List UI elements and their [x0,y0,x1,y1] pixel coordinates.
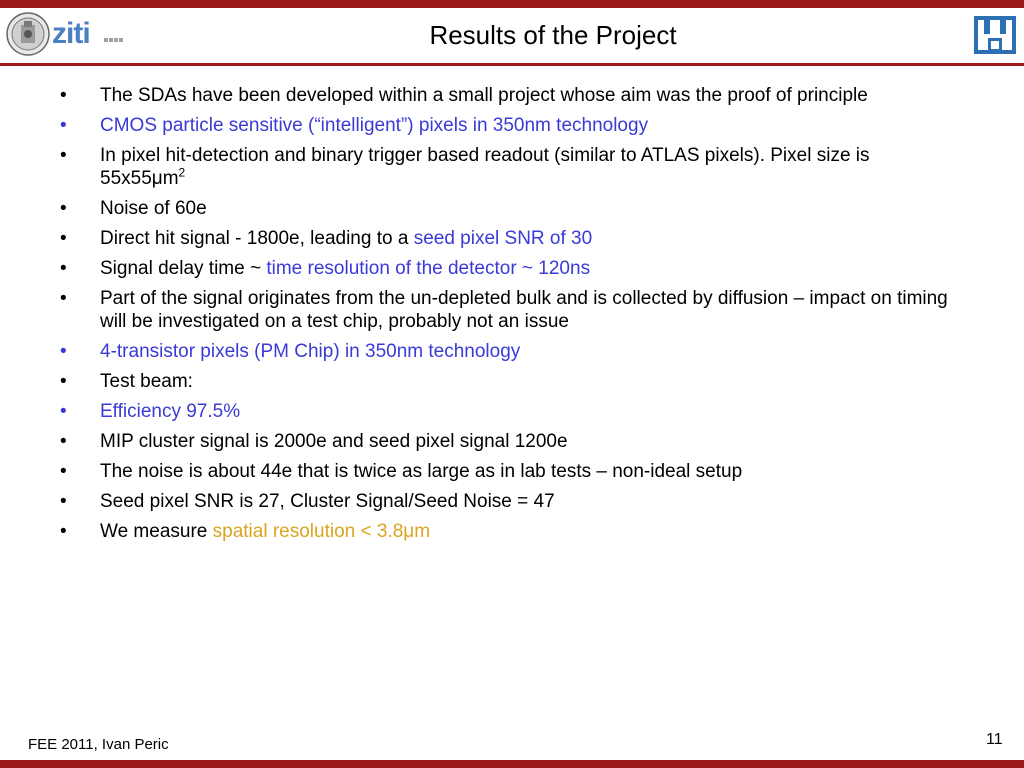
bullet-marker: • [60,228,67,249]
bullet-text-segment: seed pixel SNR of 30 [413,228,593,249]
footer-left-text: FEE 2011, Ivan Peric [28,736,169,753]
bullet-text-segment: The noise is about 44e that is twice as large as in lab tests – non-ideal setup [100,461,743,482]
bullet-text-segment: Noise of 60e [100,198,207,219]
bullet-item [60,340,960,363]
bullet-marker: • [60,491,67,512]
bullet-item [60,400,960,423]
bullet-marker: • [60,431,67,452]
bullet-text-segment: spatial resolution < 3.8μm [212,521,431,542]
bullet-marker: • [60,198,67,219]
bullet-item [60,197,960,220]
bullet-item [60,370,960,393]
bullet-list [60,84,960,543]
page-number: 11 [986,731,1003,748]
bullet-text-segment: Efficiency 97.5% [100,401,241,422]
bullet-marker: • [60,521,67,542]
page-title: Results of the Project [429,20,677,50]
slide-content [60,84,960,550]
bullet-item [60,84,960,107]
bullet-marker: • [60,288,67,309]
bullet-text-segment: In pixel hit-detection and binary trigger based readout (similar to ATLAS pixels). Pixel size is 55x55μm [100,145,870,189]
bullet-item [60,490,960,513]
bullet-text-segment: CMOS particle sensitive (“intelligent”) pixels in 350nm technology [100,115,649,136]
bottom-accent-bar [0,760,1024,768]
bullet-text-segment: We measure [100,521,213,542]
bullet-text-segment: 2 [178,165,186,180]
bullet-marker: • [60,341,67,362]
bullet-text-segment: MIP cluster signal is 2000e and seed pixel signal 1200e [100,431,568,452]
institute-logo-icon [974,14,1016,56]
bullet-text-segment: Test beam: [100,371,193,392]
bullet-marker: • [60,85,67,106]
bullet-text-segment: Direct hit signal - 1800e, leading to a [100,228,414,249]
bullet-item [60,430,960,453]
bullet-marker: • [60,461,67,482]
bullet-marker: • [60,401,67,422]
bullet-marker: • [60,371,67,392]
bullet-item [60,287,960,333]
bullet-text-segment: 4-transistor pixels (PM Chip) in 350nm technology [100,341,521,362]
bullet-marker: • [60,145,67,166]
bullet-item [60,227,960,250]
bullet-text-segment: Signal delay time ~ [100,258,267,279]
bullet-marker: • [60,258,67,279]
bullet-item [60,144,960,190]
bullet-text-segment: Seed pixel SNR is 27, Cluster Signal/Seed Noise = 47 [100,491,555,512]
bullet-text-segment: Part of the signal originates from the un-depleted bulk and is collected by diffusion – impact on timing will be investigated on a test chip, probably not an issue [100,288,948,332]
bullet-item [60,114,960,137]
header-divider [0,63,1024,66]
bullet-item [60,460,960,483]
top-accent-bar [0,0,1024,8]
bullet-item [60,520,960,543]
bullet-item [60,257,960,280]
bullet-marker: • [60,115,67,136]
ziti-logo-text: ziti [52,17,90,50]
bullet-text-segment: time resolution of the detector ~ 120ns [266,258,591,279]
bullet-text-segment: The SDAs have been developed within a small project whose aim was the proof of principle [100,85,868,106]
